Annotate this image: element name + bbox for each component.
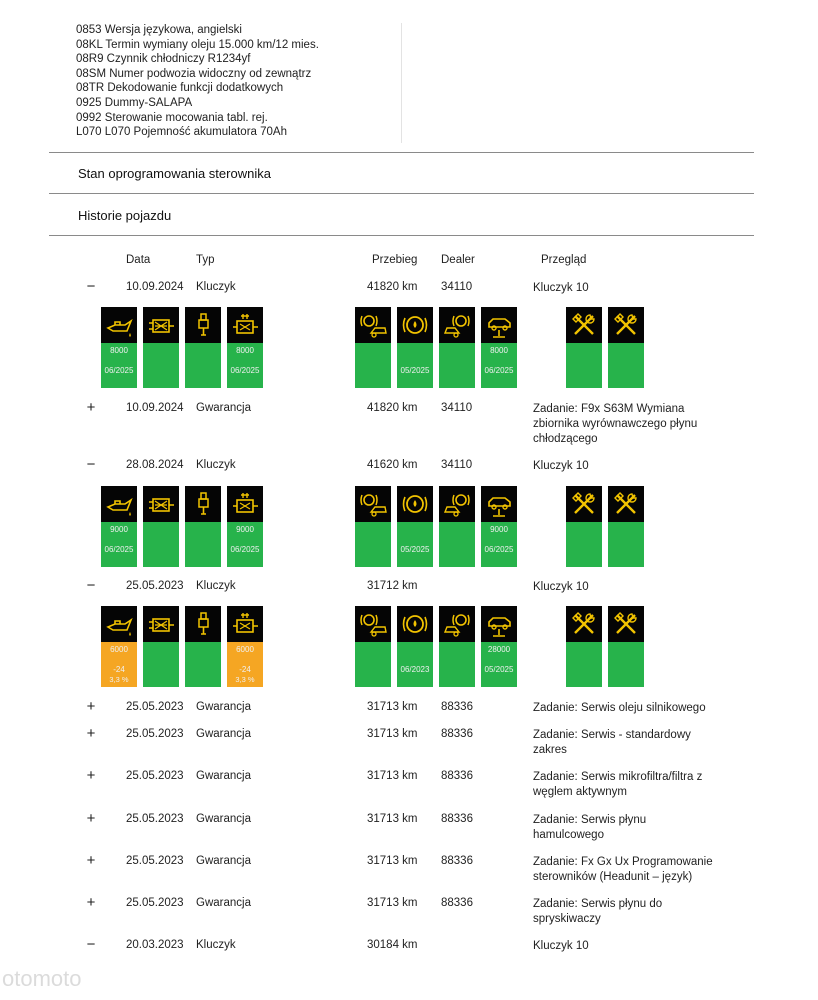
row-type: Gwarancja — [196, 701, 251, 713]
service-tile-status — [566, 343, 602, 388]
service-tile-status — [185, 642, 221, 687]
service-tile — [481, 486, 517, 567]
row-review: Zadanie: Serwis - standardowy zakres — [533, 729, 691, 756]
service-tile-status — [227, 522, 263, 567]
service-tile — [608, 606, 644, 687]
service-tile-status — [143, 522, 179, 567]
service-tile-status — [397, 522, 433, 567]
service-km-remaining: 9000 — [490, 525, 508, 534]
divider — [49, 152, 754, 153]
row-type: Gwarancja — [196, 728, 251, 740]
row-dealer: 88336 — [441, 770, 473, 782]
history-section-header[interactable]: Historie pojazdu — [78, 208, 172, 223]
service-due-value: 06/2025 — [104, 366, 134, 375]
service-tile-icon-area — [101, 486, 137, 522]
service-tile — [608, 486, 644, 567]
option-item: 08SM Numer podwozia widoczny od zewnątrz — [76, 67, 312, 80]
row-type: Kluczyk — [196, 580, 236, 592]
row-type: Kluczyk — [196, 939, 236, 951]
row-type: Gwarancja — [196, 897, 251, 909]
service-tile-icon-area — [185, 307, 221, 343]
row-mileage: 31713 km — [367, 701, 418, 713]
row-date: 10.09.2024 — [126, 402, 184, 414]
column-divider — [401, 23, 402, 143]
service-km-remaining: 28000 — [487, 645, 511, 654]
service-tile-icon-area — [608, 307, 644, 343]
row-type: Gwarancja — [196, 813, 251, 825]
service-km-remaining: 9000 — [110, 525, 128, 534]
row-date: 25.05.2023 — [126, 728, 184, 740]
service-tile — [185, 486, 221, 567]
expand-button[interactable]: + — [86, 852, 96, 869]
service-tile-status — [608, 642, 644, 687]
service-km-remaining: 9000 — [236, 525, 254, 534]
service-tile-icon-area — [608, 606, 644, 642]
service-tile-icon-area — [355, 307, 391, 343]
option-item: 08KL Termin wymiany oleju 15.000 km/12 mies. — [76, 38, 319, 51]
row-review: Zadanie: Serwis mikrofiltra/filtra z węglem aktywnym — [533, 771, 703, 798]
option-item: 08TR Dekodowanie funkcji dodatkowych — [76, 82, 284, 95]
service-tile-icon-area — [143, 486, 179, 522]
row-date: 25.05.2023 — [126, 813, 184, 825]
service-tile-icon-area — [355, 486, 391, 522]
service-tile-icon-area — [143, 606, 179, 642]
option-item: 08R9 Czynnik chłodniczy R1234yf — [76, 53, 251, 66]
service-tile-status — [143, 642, 179, 687]
row-dealer: 88336 — [441, 813, 473, 825]
divider — [49, 193, 754, 194]
service-tile-status — [439, 343, 475, 388]
service-tile-icon-area — [608, 486, 644, 522]
expand-button[interactable]: + — [86, 698, 96, 715]
row-dealer: 88336 — [441, 897, 473, 909]
service-km-remaining: 8000 — [490, 346, 508, 355]
service-tile — [143, 307, 179, 388]
service-due-value: 05/2025 — [400, 366, 430, 375]
service-tile-icon-area — [566, 486, 602, 522]
service-due-value: 06/2025 — [484, 545, 514, 554]
service-tile — [439, 486, 475, 567]
service-tile-icon-area — [185, 606, 221, 642]
service-due-percent: 3,3 % — [109, 675, 129, 684]
service-tile — [481, 606, 517, 687]
service-tile — [101, 486, 137, 567]
service-tile-icon-area — [439, 307, 475, 343]
expand-button[interactable]: + — [86, 399, 96, 416]
service-tile-icon-area — [143, 307, 179, 343]
service-tile-icon-area — [185, 486, 221, 522]
row-mileage: 30184 km — [367, 939, 418, 951]
row-type: Kluczyk — [196, 459, 236, 471]
service-tile — [397, 606, 433, 687]
service-due-value: -24 — [239, 665, 251, 674]
option-item: 0992 Sterowanie mocowania tabl. rej. — [76, 111, 268, 124]
service-tile-status — [101, 343, 137, 388]
service-km-remaining: 6000 — [110, 645, 128, 654]
service-tile-status — [566, 522, 602, 567]
row-mileage: 31713 km — [367, 897, 418, 909]
service-tile-status — [101, 522, 137, 567]
service-due-value: 06/2025 — [484, 366, 514, 375]
service-tile — [185, 307, 221, 388]
service-tile — [143, 606, 179, 687]
service-tile-icon-area — [101, 307, 137, 343]
service-tile-status — [355, 343, 391, 388]
row-mileage: 31712 km — [367, 580, 418, 592]
row-date: 25.05.2023 — [126, 770, 184, 782]
service-tile-status — [397, 343, 433, 388]
type-column-header: Typ — [196, 254, 215, 266]
service-tile-icon-area — [481, 486, 517, 522]
service-tile-status — [227, 642, 263, 687]
row-review: Kluczyk 10 — [533, 581, 589, 593]
service-tile — [355, 606, 391, 687]
service-due-value: 06/2025 — [230, 545, 260, 554]
service-due-percent: 3,3 % — [235, 675, 255, 684]
option-item: 0925 Dummy-SALAPA — [76, 96, 193, 109]
service-tile-status — [185, 343, 221, 388]
software-section-header[interactable]: Stan oprogramowania sterownika — [78, 166, 271, 181]
service-tile-status — [185, 522, 221, 567]
row-date: 25.05.2023 — [126, 897, 184, 909]
service-tile — [143, 486, 179, 567]
service-km-remaining: 8000 — [110, 346, 128, 355]
row-mileage: 31713 km — [367, 728, 418, 740]
row-date: 25.05.2023 — [126, 855, 184, 867]
row-mileage: 31713 km — [367, 813, 418, 825]
service-tile-status — [481, 642, 517, 687]
service-tile-icon-area — [439, 486, 475, 522]
row-date: 28.08.2024 — [126, 459, 184, 471]
row-dealer: 88336 — [441, 728, 473, 740]
row-mileage: 31713 km — [367, 770, 418, 782]
service-tile-status — [566, 642, 602, 687]
service-due-value: 06/2023 — [400, 665, 430, 674]
service-tile — [185, 606, 221, 687]
row-date: 20.03.2023 — [126, 939, 184, 951]
service-tile-status — [439, 522, 475, 567]
service-due-value: 05/2025 — [484, 665, 514, 674]
option-item: L070 L070 Pojemność akumulatora 70Ah — [76, 126, 287, 139]
service-tile — [439, 606, 475, 687]
service-tile — [439, 307, 475, 388]
service-due-value: -24 — [113, 665, 125, 674]
row-mileage: 41820 km — [367, 402, 418, 414]
row-review: Zadanie: Serwis oleju silnikowego — [533, 702, 706, 714]
service-tile — [355, 486, 391, 567]
row-review: Kluczyk 10 — [533, 940, 589, 952]
row-review: Zadanie: Serwis płynu hamulcowego — [533, 814, 647, 841]
service-tile-icon-area — [355, 606, 391, 642]
service-tile-status — [355, 522, 391, 567]
service-tile-icon-area — [566, 307, 602, 343]
service-tile-status — [397, 642, 433, 687]
service-tile-status — [355, 642, 391, 687]
service-tile-status — [481, 522, 517, 567]
service-tile — [481, 307, 517, 388]
row-dealer: 34110 — [441, 402, 473, 414]
row-mileage: 41620 km — [367, 459, 418, 471]
service-tile-status — [227, 343, 263, 388]
watermark: otomoto — [2, 966, 82, 991]
service-tile-status — [143, 343, 179, 388]
option-item: 0853 Wersja językowa, angielski — [76, 24, 242, 36]
row-mileage: 41820 km — [367, 281, 418, 293]
expand-button[interactable]: + — [86, 725, 96, 742]
service-tile-icon-area — [227, 307, 263, 343]
row-dealer: 88336 — [441, 701, 473, 713]
service-tile — [608, 307, 644, 388]
service-due-value: 06/2025 — [230, 366, 260, 375]
service-tile — [227, 606, 263, 687]
expand-button[interactable]: + — [86, 810, 96, 827]
service-tile — [566, 486, 602, 567]
service-km-remaining: 6000 — [236, 645, 254, 654]
service-tile-icon-area — [397, 606, 433, 642]
row-dealer: 34110 — [441, 459, 473, 471]
service-tile-icon-area — [566, 606, 602, 642]
row-review: Zadanie: F9x S63M Wymiana zbiornika wyrównawczego płynu chłodzącego — [533, 403, 698, 445]
dealer-column-header: Dealer — [441, 254, 475, 266]
row-type: Gwarancja — [196, 855, 251, 867]
collapse-button[interactable]: − — [86, 456, 96, 473]
service-tile-icon-area — [481, 307, 517, 343]
row-review: Kluczyk 10 — [533, 282, 589, 294]
divider — [49, 235, 754, 236]
row-mileage: 31713 km — [367, 855, 418, 867]
service-tile-status — [101, 642, 137, 687]
service-tile — [227, 307, 263, 388]
service-tile-icon-area — [439, 606, 475, 642]
service-due-value: 05/2025 — [400, 545, 430, 554]
service-tile-icon-area — [227, 606, 263, 642]
mileage-column-header: Przebieg — [372, 254, 418, 266]
service-tile-status — [481, 343, 517, 388]
row-date: 10.09.2024 — [126, 281, 184, 293]
service-due-value: 06/2025 — [104, 545, 134, 554]
service-tile — [101, 307, 137, 388]
collapse-button[interactable]: − — [86, 577, 96, 594]
collapse-button[interactable]: − — [86, 278, 96, 295]
date-column-header: Data — [126, 254, 151, 266]
expand-button[interactable]: + — [86, 894, 96, 911]
service-tile-status — [439, 642, 475, 687]
row-dealer: 88336 — [441, 855, 473, 867]
expand-button[interactable]: + — [86, 767, 96, 784]
service-tile-icon-area — [101, 606, 137, 642]
equipment-options-list — [76, 23, 319, 140]
row-type: Kluczyk — [196, 281, 236, 293]
service-tile — [566, 606, 602, 687]
row-date: 25.05.2023 — [126, 701, 184, 713]
row-review: Zadanie: Fx Gx Ux Programowanie sterowników (Headunit – język) — [533, 856, 713, 883]
service-tile-icon-area — [397, 486, 433, 522]
row-review: Zadanie: Serwis płynu do spryskiwaczy — [533, 898, 663, 925]
service-km-remaining: 8000 — [236, 346, 254, 355]
service-tile — [397, 486, 433, 567]
service-tile — [101, 606, 137, 687]
service-tile — [355, 307, 391, 388]
row-date: 25.05.2023 — [126, 580, 184, 592]
service-tile-status — [608, 343, 644, 388]
service-tile — [566, 307, 602, 388]
service-tile-status — [608, 522, 644, 567]
row-dealer: 34110 — [441, 281, 473, 293]
row-type: Gwarancja — [196, 770, 251, 782]
service-tile-icon-area — [481, 606, 517, 642]
review-column-header: Przegląd — [541, 254, 587, 266]
row-review: Kluczyk 10 — [533, 460, 589, 472]
collapse-button[interactable]: − — [86, 936, 96, 953]
service-tile — [227, 486, 263, 567]
service-tile-icon-area — [397, 307, 433, 343]
row-type: Gwarancja — [196, 402, 251, 414]
service-tile — [397, 307, 433, 388]
service-tile-icon-area — [227, 486, 263, 522]
